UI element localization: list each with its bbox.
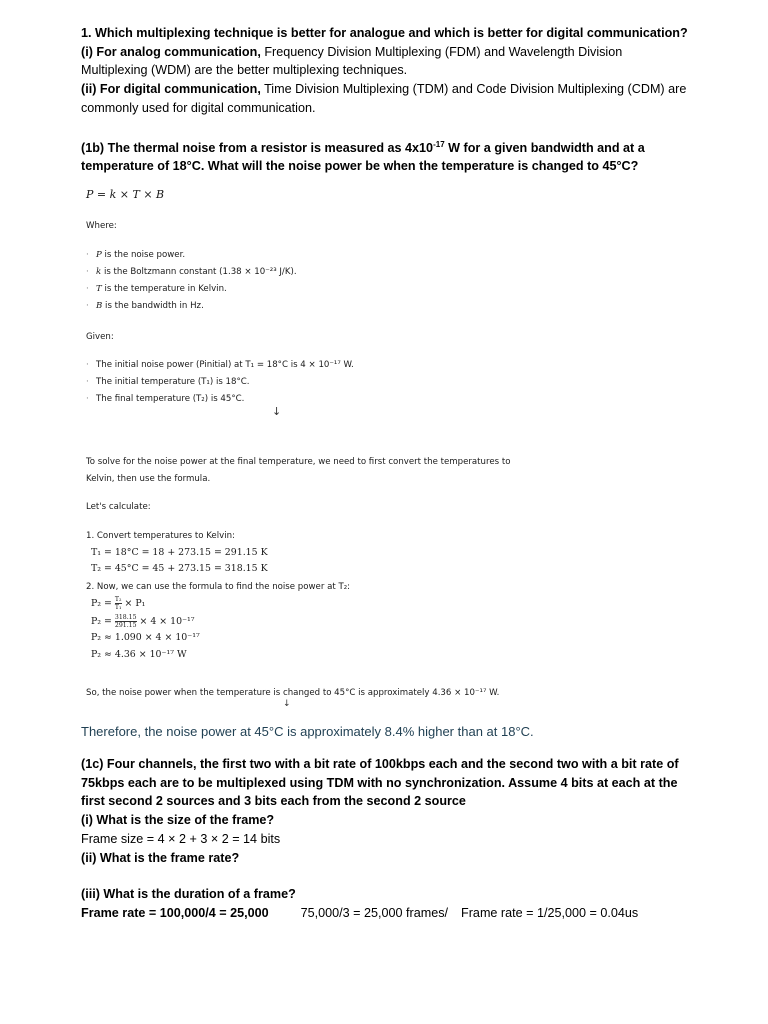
- q1b-heading: [81, 136, 691, 177]
- fraction: [115, 614, 137, 629]
- p2-lhs: P₂ =: [91, 598, 112, 609]
- definition-item: · P is the noise power.: [86, 250, 186, 260]
- p2-formula: [91, 596, 145, 611]
- t1-conversion: T₁ = 18°C = 18 + 273.15 = 291.15 K: [91, 547, 268, 558]
- noise-formula: P = k × T × B: [86, 188, 165, 201]
- fraction-num: 318.15: [114, 614, 137, 621]
- q1c-answer-row: [81, 904, 701, 923]
- def-symbol: k: [96, 267, 102, 277]
- document-top: [81, 24, 691, 176]
- given-item: · The final temperature (T₂) is 45°C.: [86, 394, 245, 404]
- def-text: is the noise power.: [101, 250, 186, 260]
- def-text: is the Boltzmann constant (1.38 × 10⁻²³ J/K).: [101, 267, 297, 277]
- q1c-i-question: (i) What is the size of the frame?: [81, 813, 275, 828]
- scroll-down-arrow-icon[interactable]: ↓: [272, 405, 282, 418]
- fraction-den: T₁: [114, 604, 122, 611]
- q1b-text-a: (1b) The thermal noise from a resistor is measured as 4x10: [81, 140, 434, 155]
- q1b-text-b: W for a given bandwidth and at a temperature of 18°C. What will the noise power be when the temperature is changed to 45°C?: [81, 140, 645, 174]
- fraction: [115, 596, 122, 611]
- step2-label: 2. Now, we can use the formula to find the noise power at T₂:: [86, 582, 351, 592]
- solve-intro-line2: Kelvin, then use the formula.: [86, 474, 211, 484]
- q1b-exponent: -17: [433, 139, 445, 149]
- q1-analog-answer: [81, 43, 691, 80]
- given-label: Given:: [86, 332, 114, 342]
- p2-result: P₂ ≈ 4.36 × 10⁻¹⁷ W: [91, 649, 187, 660]
- definition-item: · B is the bandwidth in Hz.: [86, 301, 204, 311]
- def-text: is the temperature in Kelvin.: [101, 284, 227, 294]
- definition-item: · T is the temperature in Kelvin.: [86, 284, 227, 294]
- q1-digital-answer: [81, 80, 691, 117]
- q1-digital-text: Time Division Multiplexing (TDM) and Code Division Multiplexing (CDM) are commonly used for digital communication.: [81, 82, 687, 115]
- q1-heading: 1. Which multiplexing technique is better for analogue and which is better for digital communication?: [81, 26, 688, 40]
- where-label: Where:: [86, 221, 117, 231]
- p2-lhs: P₂ =: [91, 616, 112, 627]
- q1c-i-answer: Frame size = 4 × 2 + 3 × 2 = 14 bits: [81, 831, 281, 846]
- fraction-den: 291.15: [114, 622, 137, 629]
- p2-rhs: × P₁: [124, 598, 146, 609]
- given-item: · The initial noise power (Pinitial) at T₁ = 18°C is 4 × 10⁻¹⁷ W.: [86, 360, 354, 370]
- therefore-statement: Therefore, the noise power at 45°C is approximately 8.4% higher than at 18°C.: [81, 724, 534, 739]
- document-bottom: [81, 755, 701, 923]
- def-text: is the bandwidth in Hz.: [102, 301, 204, 311]
- fraction-num: T₂: [114, 596, 122, 603]
- def-symbol: T: [96, 284, 102, 294]
- p2-rhs: × 4 × 10⁻¹⁷: [139, 616, 195, 627]
- p2-approx: P₂ ≈ 1.090 × 4 × 10⁻¹⁷: [91, 632, 200, 643]
- given-text: The initial temperature (T₁) is 18°C.: [96, 377, 250, 387]
- frame-rate-b: 75,000/3 = 25,000 frames/: [300, 905, 449, 920]
- frame-duration: Frame rate = 1/25,000 = 0.04us: [461, 905, 639, 920]
- solve-intro-line1: To solve for the noise power at the final temperature, we need to first convert the temperatures to: [86, 457, 511, 467]
- definition-item: · k is the Boltzmann constant (1.38 × 10⁻²³ J/K).: [86, 267, 297, 277]
- q1-digital-label: (ii) For digital communication,: [81, 82, 261, 97]
- p2-substituted: [91, 614, 195, 629]
- lets-calculate: Let's calculate:: [86, 502, 151, 512]
- given-text: The initial noise power (Pinitial) at T₁ = 18°C is 4 × 10⁻¹⁷ W.: [96, 360, 354, 370]
- given-item: · The initial temperature (T₁) is 18°C.: [86, 377, 250, 387]
- q1-analog-label: (i) For analog communication,: [81, 44, 261, 59]
- q1c-iii-question: (iii) What is the duration of a frame?: [81, 887, 296, 902]
- given-text: The final temperature (T₂) is 45°C.: [96, 394, 245, 404]
- def-symbol: B: [96, 301, 103, 311]
- noise-conclusion: So, the noise power when the temperature is changed to 45°C is approximately 4.36 × 10⁻¹⁷ W.: [86, 688, 500, 698]
- def-symbol: P: [96, 250, 102, 260]
- step1-label: 1. Convert temperatures to Kelvin:: [86, 531, 235, 541]
- frame-rate-a: Frame rate = 100,000/4 = 25,000: [81, 905, 269, 920]
- t2-conversion: T₂ = 45°C = 45 + 273.15 = 318.15 K: [91, 563, 268, 574]
- q1c-ii-question: (ii) What is the frame rate?: [81, 850, 240, 865]
- scroll-down-arrow-icon[interactable]: ↓: [283, 699, 291, 709]
- q1c-heading: (1c) Four channels, the first two with a bit rate of 100kbps each and the second two with a bit rate of 75kbps each are to be multiplexed using TDM with no synchronization. Assume 4 bits at each at the first second 2 sources and 3 bits each from the second 2 source: [81, 757, 679, 809]
- q1-analog-text: Frequency Division Multiplexing (FDM) and Wavelength Division Multiplexing (WDM) are the better multiplexing techniques.: [81, 44, 623, 78]
